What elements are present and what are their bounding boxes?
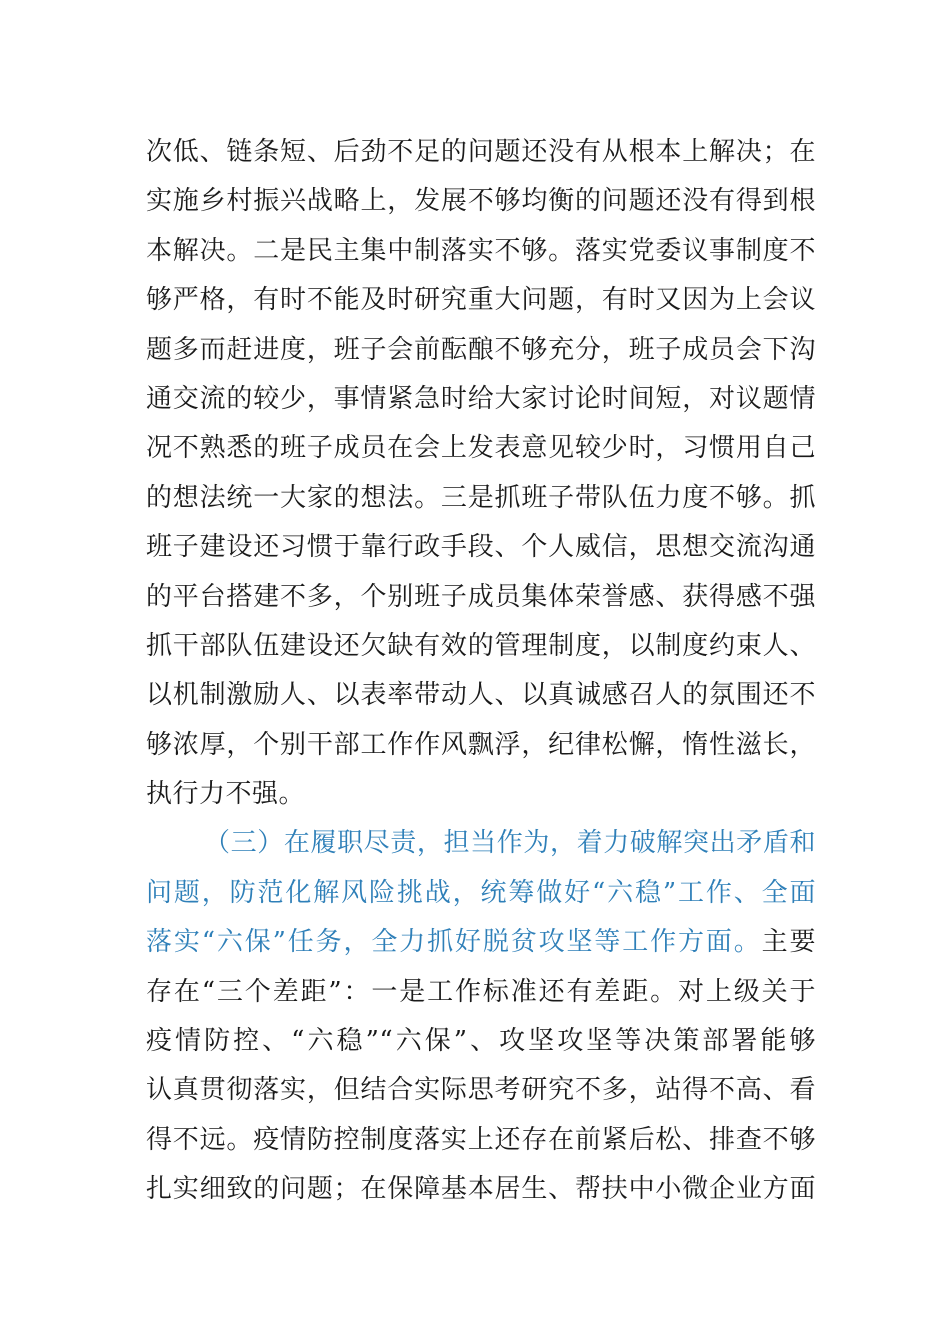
section-heading-line: （三）在履职尽责，担当作为，着力破解突出矛盾和 (204, 828, 816, 859)
text-line: 扎实细致的问题；在保障基本居生、帮扶中小微企业方面 (146, 1174, 816, 1205)
mixed-text-line (146, 918, 816, 967)
text-line: 以机制激励人、以表率带动人、以真诚感召人的氛围还不 (146, 680, 816, 711)
text-line: 本解决。二是民主集中制落实不够。落实党委议事制度不 (146, 235, 816, 266)
section-heading-segment: 落实“六保”任务，全力抓好脱贫攻坚等工作方面。 (146, 927, 762, 958)
text-line: 况不熟悉的班子成员在会上发表意见较少时，习惯用自己 (146, 433, 816, 464)
text-line: 存在“三个差距”：一是工作标准还有差距。对上级关于 (146, 976, 816, 1007)
text-line: 的平台搭建不多，个别班子成员集体荣誉感、获得感不强 (146, 581, 816, 612)
text-line: 认真贯彻落实，但结合实际思考研究不多，站得不高、看 (146, 1075, 816, 1106)
document-body (146, 128, 816, 1215)
text-line: 通交流的较少，事情紧急时给大家讨论时间短，对议题情 (146, 383, 816, 414)
text-line: 够浓厚，个别干部工作作风飘浮，纪律松懈，惰性滋长， (146, 729, 816, 760)
paragraph-1 (146, 128, 816, 819)
text-line: 的想法统一大家的想法。三是抓班子带队伍力度不够。抓 (146, 482, 816, 513)
text-line: 次低、链条短、后劲不足的问题还没有从根本上解决；在 (146, 137, 816, 167)
text-line: 疫情防控、“六稳”“六保”、攻坚攻坚等决策部署能够 (146, 1026, 816, 1057)
text-line: 抓干部队伍建设还欠缺有效的管理制度，以制度约束人、 (146, 630, 816, 661)
body-text-segment: 主要 (761, 927, 816, 958)
text-line: 班子建设还习惯于靠行政手段、个人威信，思想交流沟通 (146, 532, 816, 563)
text-line: 得不远。疫情防控制度落实上还存在前紧后松、排查不够 (146, 1124, 816, 1155)
paragraph-2 (146, 819, 816, 1214)
text-line: 执行力不强。 (146, 779, 306, 810)
text-line: 够严格，有时不能及时研究重大问题，有时又因为上会议 (146, 285, 816, 316)
section-heading-line: 问题，防范化解风险挑战，统筹做好“六稳”工作、全面 (146, 877, 816, 908)
text-line: 实施乡村振兴战略上，发展不够均衡的问题还没有得到根 (146, 186, 816, 217)
text-line: 题多而赶进度，班子会前酝酿不够充分，班子成员会下沟 (146, 334, 816, 365)
